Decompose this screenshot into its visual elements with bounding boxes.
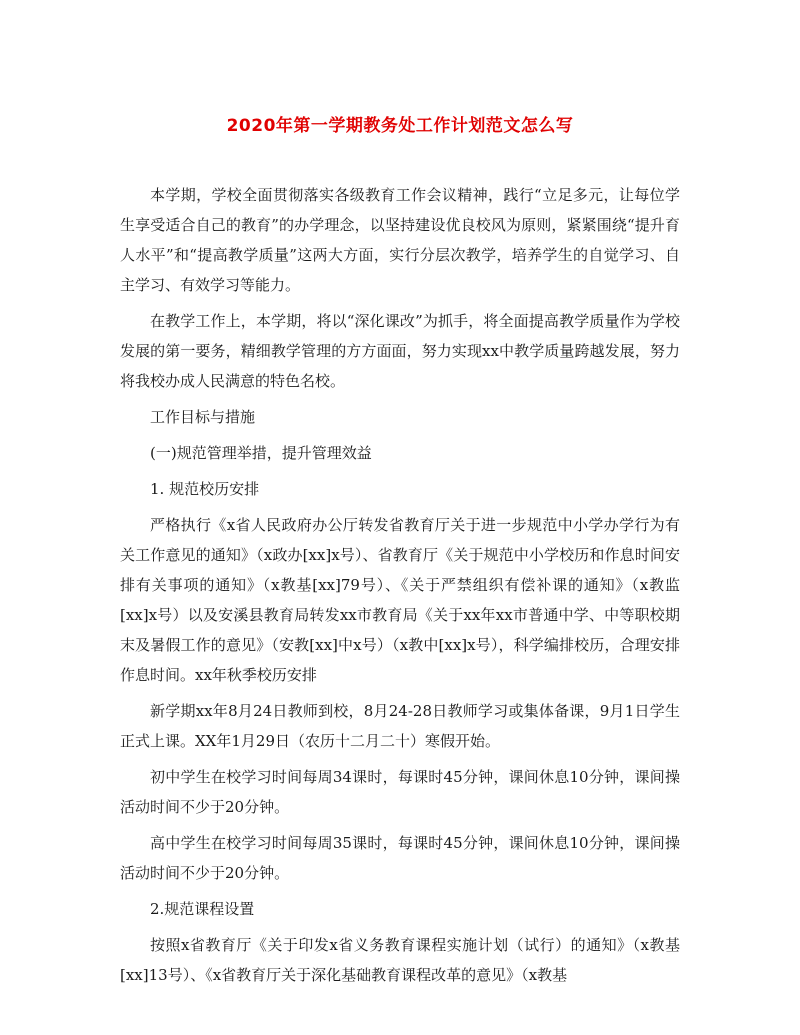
paragraph-senior-schedule: 高中学生在校学习时间每周35课时，每课时45分钟，课间休息10分钟，课间操活动时间不少于20分钟。: [120, 834, 680, 882]
document-body: [120, 180, 680, 990]
subsection-heading-management: (一)规范管理举措，提升管理效益: [150, 444, 372, 462]
paragraph-junior-schedule: 初中学生在校学习时间每周34课时，每课时45分钟，课间休息10分钟，课间操活动时间不少于20分钟。: [120, 768, 680, 816]
document-title: 2020年第一学期教务处工作计划范文怎么写: [226, 116, 574, 136]
paragraph-intro: 本学期，学校全面贯彻落实各级教育工作会议精神，践行“立足多元，让每位学生享受适合自己的教育”的办学理念，以坚持建设优良校风为原则，紧紧围绕“提升育人水平”和“提高教学质量”这两大方面，实行分层次教学，培养学生的自觉学习、自主学习、有效学习等能力。: [120, 186, 680, 294]
item-heading-curriculum: 2.规范课程设置: [150, 900, 255, 918]
section-heading-goals: 工作目标与措施: [150, 408, 256, 426]
paragraph-curriculum: 按照x省教育厅《关于印发x省义务教育课程实施计划（试行）的通知》（x教基[xx]13号）、《x省教育厅关于深化基础教育课程改革的意见》（x教基: [120, 936, 680, 984]
item-heading-calendar: 1. 规范校历安排: [150, 480, 260, 498]
paragraph-teaching-focus: 在教学工作上，本学期，将以“深化课改”为抓手，将全面提高教学质量作为学校发展的第一要务，精细教学管理的方方面面，努力实现xx中教学质量跨越发展，努力将我校办成人民满意的特色名校。: [120, 312, 680, 390]
paragraph-regulations: 严格执行《x省人民政府办公厅转发省教育厅关于进一步规范中小学办学行为有关工作意见的通知》（x政办[xx]x号）、省教育厅《关于规范中小学校历和作息时间安排有关事项的通知》（x教基[xx]79号）、《关于严禁组织有偿补课的通知》（x教监[xx]x号）以及安溪县教育局转发xx市教育局《关于xx年xx市普通中学、中等职校期末及暑假工作的意见》（安教[xx]中x号）（x教中[xx]x号），科学编排校历，合理安排作息时间。xx年秋季校历安排: [120, 516, 680, 684]
paragraph-semester-dates: 新学期xx年8月24日教师到校，8月24-28日教师学习或集体备课，9月1日学生正式上课。XX年1月29日（农历十二月二十）寒假开始。: [120, 702, 680, 750]
